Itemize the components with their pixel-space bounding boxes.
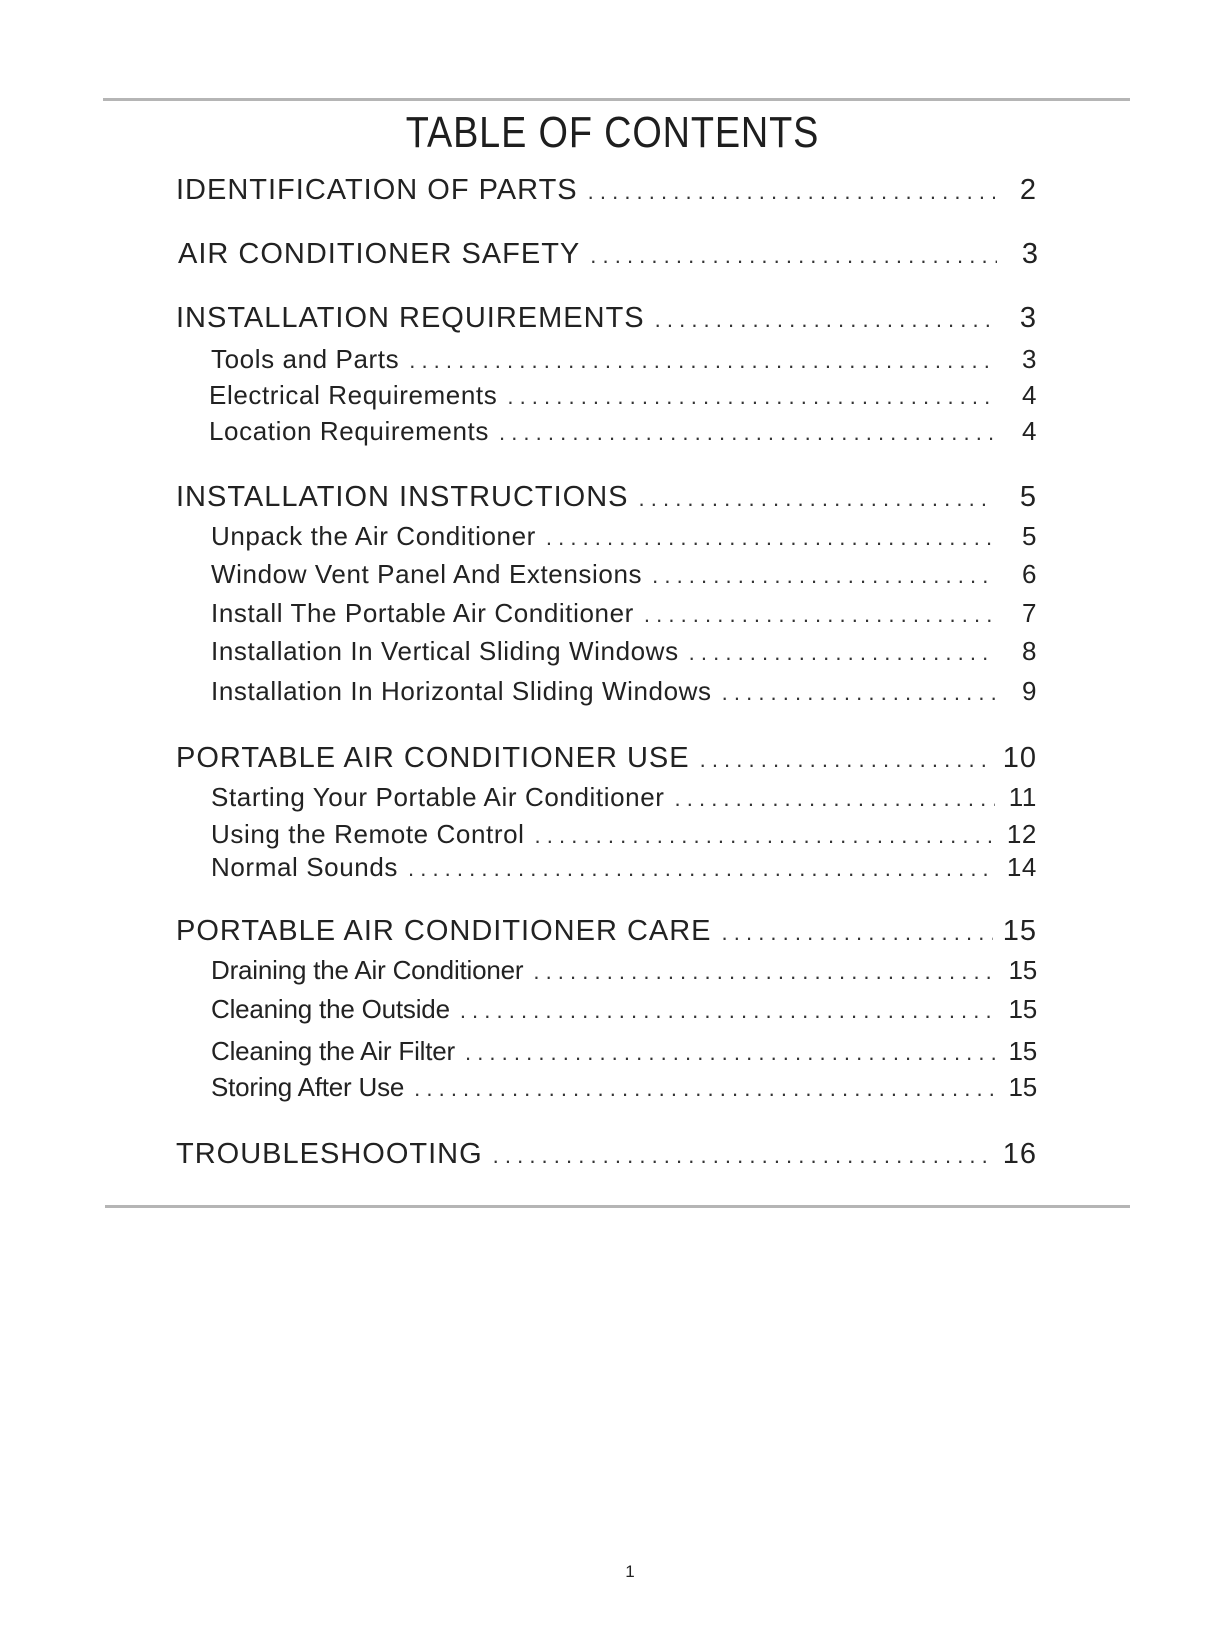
toc-entry-installation-requirements[interactable] — [176, 302, 1037, 335]
toc-page: 15 — [1002, 915, 1037, 947]
leader-dots — [414, 1076, 995, 1102]
leader-dots — [535, 823, 995, 849]
toc-entry-storing-after-use[interactable] — [211, 1072, 1037, 1103]
toc-page: 5 — [1019, 481, 1037, 513]
toc-entry-cleaning-the-air-filter[interactable] — [211, 1036, 1037, 1067]
toc-page: 7 — [1021, 598, 1037, 628]
toc-label: Electrical Requirements — [209, 380, 498, 410]
toc-page: 4 — [1021, 416, 1037, 446]
leader-dots — [588, 179, 995, 205]
leader-dots — [507, 384, 995, 410]
bottom-rule — [105, 1205, 1130, 1208]
leader-dots — [465, 1040, 995, 1066]
toc-page: 15 — [1008, 1036, 1037, 1066]
leader-dots — [546, 525, 995, 551]
leader-dots — [493, 1143, 993, 1169]
toc-page: 5 — [1021, 521, 1037, 551]
toc-page: 3 — [1021, 238, 1039, 270]
toc-label: Draining the Air Conditioner — [211, 955, 524, 985]
leader-dots — [700, 747, 993, 773]
toc-entry-troubleshooting[interactable] — [176, 1138, 1037, 1171]
toc-label: Cleaning the Air Filter — [211, 1036, 455, 1066]
page-number: 1 — [625, 1562, 635, 1581]
leader-dots — [652, 563, 995, 589]
toc-label: Unpack the Air Conditioner — [211, 521, 536, 551]
toc-page: 15 — [1008, 994, 1037, 1024]
toc-entry-identification-of-parts[interactable] — [176, 174, 1037, 207]
leader-dots — [644, 602, 995, 628]
toc-page: 4 — [1021, 380, 1037, 410]
leader-dots — [499, 420, 995, 446]
leader-dots — [675, 786, 995, 812]
toc-label: Normal Sounds — [211, 852, 398, 882]
toc-label: INSTALLATION INSTRUCTIONS — [176, 481, 629, 513]
toc-label: Location Requirements — [209, 416, 489, 446]
toc-entry-normal-sounds[interactable] — [211, 852, 1037, 883]
toc-entry-tools-and-parts[interactable] — [211, 344, 1037, 375]
leader-dots — [655, 307, 995, 333]
leader-dots — [639, 486, 995, 512]
top-rule — [103, 98, 1130, 101]
toc-page: 10 — [1002, 742, 1037, 774]
toc-page: 3 — [1019, 302, 1037, 334]
toc-page: 6 — [1021, 559, 1037, 589]
toc-label: INSTALLATION REQUIREMENTS — [176, 302, 645, 334]
toc-entry-cleaning-the-outside[interactable] — [211, 994, 1037, 1025]
toc-entry-window-vent-panel[interactable] — [211, 559, 1037, 590]
leader-dots — [460, 998, 995, 1024]
toc-label: Starting Your Portable Air Conditioner — [211, 782, 665, 812]
toc-label: Install The Portable Air Conditioner — [211, 598, 634, 628]
toc-page: 12 — [1006, 819, 1037, 849]
leader-dots — [408, 856, 995, 882]
toc-page: 9 — [1021, 676, 1037, 706]
toc-entry-portable-air-conditioner-use[interactable] — [176, 742, 1037, 775]
toc-page: 3 — [1021, 344, 1037, 374]
toc-entry-horizontal-sliding-windows[interactable] — [211, 676, 1037, 707]
page-title: TABLE OF CONTENTS — [405, 108, 820, 157]
toc-entry-air-conditioner-safety[interactable] — [178, 238, 1039, 271]
toc-page: 14 — [1006, 852, 1037, 882]
toc-label: Storing After Use — [211, 1072, 405, 1102]
toc-page: 2 — [1019, 174, 1037, 206]
toc-label: TROUBLESHOOTING — [176, 1138, 483, 1170]
toc-page: 8 — [1021, 636, 1037, 666]
leader-dots — [722, 920, 993, 946]
toc-page: 15 — [1008, 1072, 1037, 1102]
toc-label: PORTABLE AIR CONDITIONER CARE — [176, 915, 712, 947]
toc-label: Cleaning the Outside — [211, 994, 450, 1024]
toc-entry-electrical-requirements[interactable] — [209, 380, 1037, 411]
toc-entry-vertical-sliding-windows[interactable] — [211, 636, 1037, 667]
leader-dots — [409, 348, 995, 374]
toc-label: PORTABLE AIR CONDITIONER USE — [176, 742, 690, 774]
toc-entry-installation-instructions[interactable] — [176, 481, 1037, 514]
toc-label: Installation In Horizontal Sliding Windows — [211, 676, 712, 706]
toc-label: Using the Remote Control — [211, 819, 525, 849]
toc-label: Installation In Vertical Sliding Windows — [211, 636, 679, 666]
leader-dots — [533, 959, 995, 985]
toc-label: Tools and Parts — [211, 344, 400, 374]
toc-entry-portable-air-conditioner-care[interactable] — [176, 915, 1037, 948]
toc-entry-using-the-remote-control[interactable] — [211, 819, 1037, 850]
toc-entry-install-portable-air-conditioner[interactable] — [211, 598, 1037, 629]
toc-page: 15 — [1008, 955, 1037, 985]
leader-dots — [689, 640, 995, 666]
toc-entry-location-requirements[interactable] — [209, 416, 1037, 447]
leader-dots — [590, 243, 997, 269]
toc-entry-draining-the-air-conditioner[interactable] — [211, 955, 1037, 986]
toc-label: Window Vent Panel And Extensions — [211, 559, 643, 589]
toc-label: AIR CONDITIONER SAFETY — [178, 238, 581, 270]
toc-page: 16 — [1002, 1138, 1037, 1170]
toc-label: IDENTIFICATION OF PARTS — [176, 174, 578, 206]
leader-dots — [722, 680, 995, 706]
toc-entry-unpack-the-air-conditioner[interactable] — [211, 521, 1037, 552]
toc-entry-starting-your-air-conditioner[interactable] — [211, 782, 1037, 813]
toc-page: 11 — [1008, 782, 1037, 812]
